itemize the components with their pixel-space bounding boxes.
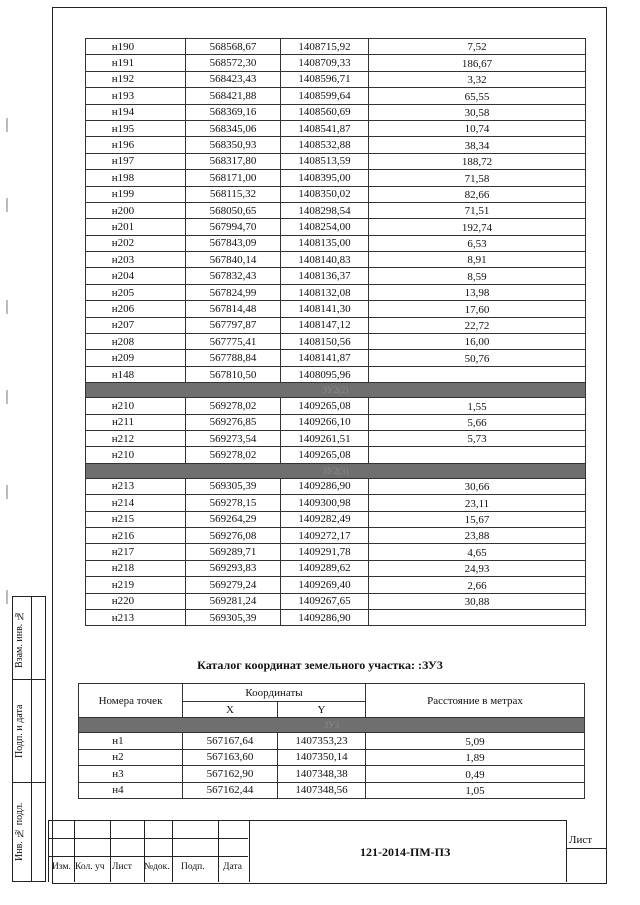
coord-x: 568568,67	[186, 39, 281, 55]
distance: 186,67	[369, 55, 586, 71]
distance: 30,88	[369, 593, 586, 609]
table-row	[86, 511, 586, 527]
point-name: н214	[86, 495, 186, 511]
distance: 24,93	[369, 560, 586, 576]
point-name: н2	[79, 749, 183, 765]
table-row	[86, 170, 586, 186]
coord-y: 1408141,87	[281, 350, 369, 366]
coord-y: 1408136,37	[281, 268, 369, 284]
stamp-data: Дата	[223, 862, 242, 872]
point-name: н213	[86, 478, 186, 494]
document-code: 121-2014-ПМ-ПЗ	[360, 845, 451, 859]
distance: 22,72	[369, 317, 586, 333]
coordinates-table-zu3	[78, 683, 585, 799]
table-row	[86, 334, 586, 350]
coord-x: 567162,44	[183, 782, 278, 798]
point-name: н196	[86, 137, 186, 153]
distance: 0,49	[366, 766, 585, 782]
table-row	[86, 202, 586, 218]
coord-x: 568345,06	[186, 120, 281, 136]
coord-x: 569273,54	[186, 430, 281, 446]
coord-y: 1408513,59	[281, 153, 369, 169]
coord-y: 1408141,30	[281, 301, 369, 317]
coord-x: 569281,24	[186, 593, 281, 609]
stamp-list: Лист	[112, 862, 132, 872]
coord-x: 568369,16	[186, 104, 281, 120]
table-row	[86, 593, 586, 609]
point-name: н4	[79, 782, 183, 798]
coord-x: 567163,60	[183, 749, 278, 765]
table-row	[86, 350, 586, 366]
point-name: н203	[86, 252, 186, 268]
coord-y: 1408715,92	[281, 39, 369, 55]
coord-y: 1408532,88	[281, 137, 369, 153]
coord-y: 1407353,23	[278, 733, 366, 749]
coord-x: 567824,99	[186, 284, 281, 300]
coord-x: 569278,02	[186, 398, 281, 414]
coord-y: 1409267,65	[281, 593, 369, 609]
distance: 23,11	[369, 495, 586, 511]
coord-y: 1409272,17	[281, 527, 369, 543]
side-label-vzam: Взам. инв. №	[14, 610, 25, 668]
point-name: н194	[86, 104, 186, 120]
point-name: н199	[86, 186, 186, 202]
coord-y: 1409289,62	[281, 560, 369, 576]
point-name: н1	[79, 733, 183, 749]
distance	[369, 609, 586, 625]
table-row	[86, 186, 586, 202]
coord-x: 568317,80	[186, 153, 281, 169]
point-name: н206	[86, 301, 186, 317]
distance: 4,65	[369, 544, 586, 560]
point-name: н207	[86, 317, 186, 333]
table-row	[86, 120, 586, 136]
distance: 5,09	[366, 733, 585, 749]
distance: 38,34	[369, 137, 586, 153]
coord-y: 1409282,49	[281, 511, 369, 527]
table-row	[86, 153, 586, 169]
distance: 2,66	[369, 577, 586, 593]
table-row	[79, 733, 585, 749]
stamp-izm: Изм.	[52, 862, 71, 872]
distance: 17,60	[369, 301, 586, 317]
table-row	[86, 219, 586, 235]
coord-y: 1409265,08	[281, 398, 369, 414]
distance: 50,76	[369, 350, 586, 366]
header-points: Номера точек	[79, 684, 183, 718]
distance: 23,88	[369, 527, 586, 543]
table-row	[79, 766, 585, 782]
stamp-ndok: №док.	[144, 862, 170, 872]
point-name: н201	[86, 219, 186, 235]
coord-y: 1408254,00	[281, 219, 369, 235]
point-name: н193	[86, 88, 186, 104]
catalog-title: Каталог координат земельного участка: :ЗУ3	[197, 658, 443, 672]
point-name: н148	[86, 366, 186, 382]
coord-y: 1408599,64	[281, 88, 369, 104]
coord-y: 1408560,69	[281, 104, 369, 120]
header-distance: Расстояние в метрах	[366, 684, 585, 718]
coord-y: 1408298,54	[281, 202, 369, 218]
table-row	[86, 284, 586, 300]
coord-x: 567994,70	[186, 219, 281, 235]
coord-y: 1409265,08	[281, 447, 369, 463]
coord-x: 567162,90	[183, 766, 278, 782]
table-row	[86, 317, 586, 333]
distance: 7,52	[369, 39, 586, 55]
title-block-stamp	[48, 820, 606, 882]
coord-y: 1408709,33	[281, 55, 369, 71]
table-row	[86, 55, 586, 71]
table-row	[86, 560, 586, 576]
coord-x: 567797,87	[186, 317, 281, 333]
table-row	[86, 268, 586, 284]
coord-y: 1409261,51	[281, 430, 369, 446]
coord-y: 1408350,02	[281, 186, 369, 202]
distance: 5,73	[369, 430, 586, 446]
point-name: н218	[86, 560, 186, 576]
header-y: Y	[278, 702, 366, 718]
section-separator	[86, 383, 586, 398]
coord-y: 1409286,90	[281, 478, 369, 494]
coord-x: 567814,48	[186, 301, 281, 317]
distance: 1,55	[369, 398, 586, 414]
distance	[369, 366, 586, 382]
table-row	[86, 544, 586, 560]
section-separator	[86, 463, 586, 478]
coord-x: 568572,30	[186, 55, 281, 71]
coord-x: 568171,00	[186, 170, 281, 186]
section-label: ЗУ2(2)	[86, 383, 586, 398]
distance: 1,05	[366, 782, 585, 798]
table-row	[86, 430, 586, 446]
coord-y: 1408147,12	[281, 317, 369, 333]
point-name: н190	[86, 39, 186, 55]
coord-y: 1408596,71	[281, 71, 369, 87]
point-name: н219	[86, 577, 186, 593]
point-name: н205	[86, 284, 186, 300]
point-name: н208	[86, 334, 186, 350]
section-separator	[79, 718, 585, 733]
coord-y: 1408541,87	[281, 120, 369, 136]
coord-x: 569276,85	[186, 414, 281, 430]
table-row	[86, 495, 586, 511]
distance: 13,98	[369, 284, 586, 300]
table-row	[86, 447, 586, 463]
coord-x: 568115,32	[186, 186, 281, 202]
point-name: н198	[86, 170, 186, 186]
coord-y: 1409291,78	[281, 544, 369, 560]
point-name: н191	[86, 55, 186, 71]
coord-x: 567167,64	[183, 733, 278, 749]
header-x: X	[183, 702, 278, 718]
table-row	[86, 478, 586, 494]
coord-x: 569278,02	[186, 447, 281, 463]
coord-x: 567843,09	[186, 235, 281, 251]
side-label-podp-data: Подп. и дата	[14, 704, 25, 758]
section-label: ЗУ3	[79, 718, 585, 733]
point-name: н213	[86, 609, 186, 625]
coord-y: 1408132,08	[281, 284, 369, 300]
distance: 6,53	[369, 235, 586, 251]
table-row	[86, 577, 586, 593]
coord-y: 1408140,83	[281, 252, 369, 268]
distance	[369, 447, 586, 463]
distance: 10,74	[369, 120, 586, 136]
coord-y: 1409269,40	[281, 577, 369, 593]
coord-x: 569305,39	[186, 609, 281, 625]
coord-x: 568350,93	[186, 137, 281, 153]
coord-x: 568050,65	[186, 202, 281, 218]
coord-y: 1408150,56	[281, 334, 369, 350]
coord-x: 569278,15	[186, 495, 281, 511]
coord-x: 569305,39	[186, 478, 281, 494]
table-row	[86, 609, 586, 625]
point-name: н210	[86, 398, 186, 414]
point-name: н220	[86, 593, 186, 609]
distance: 192,74	[369, 219, 586, 235]
point-name: н209	[86, 350, 186, 366]
distance: 30,66	[369, 478, 586, 494]
distance: 65,55	[369, 88, 586, 104]
coord-y: 1408095,96	[281, 366, 369, 382]
table-row	[86, 235, 586, 251]
distance: 71,51	[369, 202, 586, 218]
coordinates-table-zu2	[85, 38, 586, 626]
table-row	[79, 782, 585, 798]
coord-y: 1409300,98	[281, 495, 369, 511]
distance: 8,91	[369, 252, 586, 268]
side-stamp-column	[12, 596, 46, 882]
coord-x: 567832,43	[186, 268, 281, 284]
coord-y: 1408135,00	[281, 235, 369, 251]
sheet-label: Лист	[569, 834, 593, 846]
table-row	[86, 301, 586, 317]
section-label: ЗУ2(3)	[86, 463, 586, 478]
coord-x: 567840,14	[186, 252, 281, 268]
table-row	[86, 88, 586, 104]
coord-y: 1407348,56	[278, 782, 366, 798]
point-name: н217	[86, 544, 186, 560]
side-label-inv: Инв. № подл.	[14, 802, 25, 862]
coord-x: 568421,88	[186, 88, 281, 104]
coord-x: 569289,71	[186, 544, 281, 560]
table-row	[86, 104, 586, 120]
coord-x: 569264,29	[186, 511, 281, 527]
coord-x: 567788,84	[186, 350, 281, 366]
point-name: н210	[86, 447, 186, 463]
point-name: н3	[79, 766, 183, 782]
table-row	[86, 137, 586, 153]
stamp-kol: Кол. уч	[75, 862, 105, 872]
coord-y: 1407348,38	[278, 766, 366, 782]
header-coordinates: Координаты	[183, 684, 366, 702]
distance: 71,58	[369, 170, 586, 186]
point-name: н202	[86, 235, 186, 251]
table-row	[86, 366, 586, 382]
table-row	[86, 398, 586, 414]
point-name: н195	[86, 120, 186, 136]
point-name: н197	[86, 153, 186, 169]
table-row	[86, 71, 586, 87]
point-name: н211	[86, 414, 186, 430]
coord-x: 567775,41	[186, 334, 281, 350]
distance: 188,72	[369, 153, 586, 169]
coord-x: 569293,83	[186, 560, 281, 576]
distance: 8,59	[369, 268, 586, 284]
point-name: н192	[86, 71, 186, 87]
table-row	[86, 527, 586, 543]
distance: 15,67	[369, 511, 586, 527]
coord-x: 567810,50	[186, 366, 281, 382]
distance: 16,00	[369, 334, 586, 350]
table-row	[86, 39, 586, 55]
table-row	[86, 252, 586, 268]
coord-y: 1408395,00	[281, 170, 369, 186]
point-name: н200	[86, 202, 186, 218]
coord-y: 1409286,90	[281, 609, 369, 625]
coord-x: 569276,08	[186, 527, 281, 543]
point-name: н215	[86, 511, 186, 527]
table-row	[86, 414, 586, 430]
coord-y: 1407350,14	[278, 749, 366, 765]
table-row	[79, 749, 585, 765]
distance: 82,66	[369, 186, 586, 202]
distance: 3,32	[369, 71, 586, 87]
point-name: н204	[86, 268, 186, 284]
distance: 30,58	[369, 104, 586, 120]
coord-y: 1409266,10	[281, 414, 369, 430]
coord-x: 568423,43	[186, 71, 281, 87]
distance: 5,66	[369, 414, 586, 430]
point-name: н212	[86, 430, 186, 446]
point-name: н216	[86, 527, 186, 543]
distance: 1,89	[366, 749, 585, 765]
stamp-podp: Подп.	[181, 862, 205, 872]
coord-x: 569279,24	[186, 577, 281, 593]
